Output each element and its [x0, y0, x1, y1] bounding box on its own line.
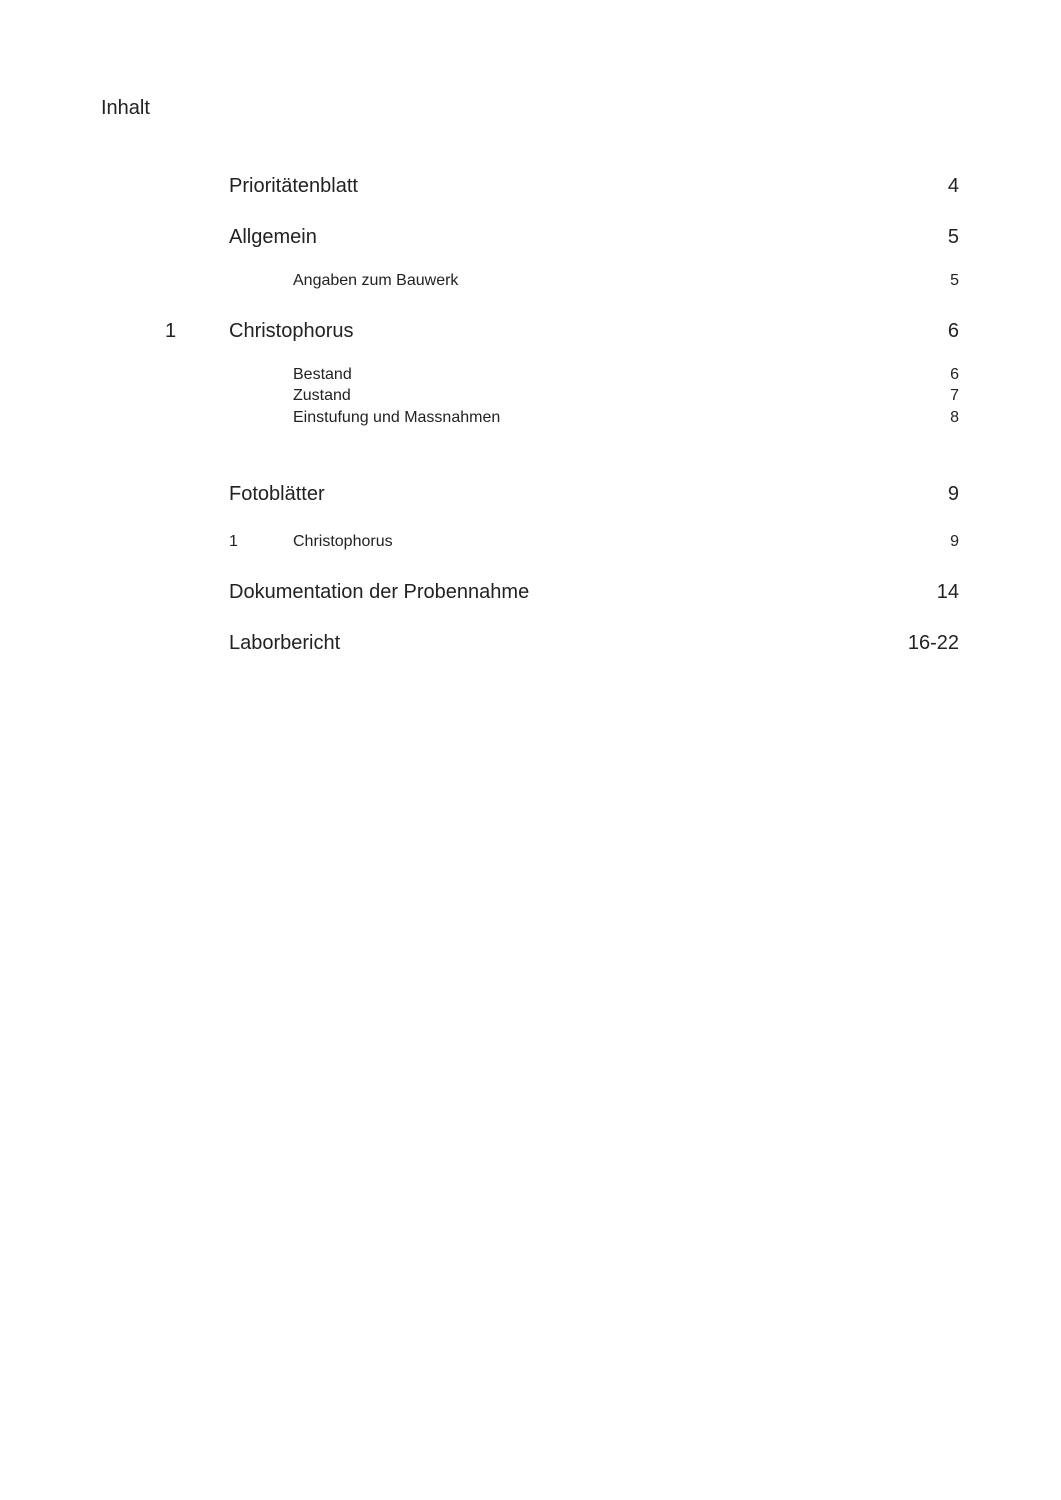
toc-entry-label: Dokumentation der Probennahme [229, 581, 530, 603]
toc-entry-page: 16-22 [907, 632, 959, 654]
toc-entry-page: 4 [947, 175, 959, 197]
toc-entry-label: Bestand [293, 366, 352, 383]
toc-entry-page: 5 [950, 272, 959, 289]
toc-entry-label: Angaben zum Bauwerk [293, 272, 459, 289]
toc-entry-label: Fotoblätter [229, 483, 325, 505]
toc-entry-label: Allgemein [229, 226, 317, 248]
toc-entry-label: Christophorus [229, 320, 354, 342]
toc-entry-label: Zustand [293, 387, 351, 404]
toc-entry-page: 9 [950, 533, 959, 550]
toc-entry-page: 6 [950, 366, 959, 383]
toc-entry-label: Einstufung und Massnahmen [293, 409, 501, 426]
page-title: Inhalt [101, 97, 150, 119]
toc-entry-label: Prioritätenblatt [229, 175, 358, 197]
toc-entry-page: 8 [950, 409, 959, 426]
toc-entry-page: 6 [947, 320, 959, 342]
toc-entry-number: 1 [165, 320, 177, 342]
toc-entry-number: 1 [229, 533, 238, 550]
toc-entry-page: 5 [947, 226, 959, 248]
toc-entry-label: Laborbericht [229, 632, 341, 654]
toc-entry-page: 9 [947, 483, 959, 505]
toc-entry-label: Christophorus [293, 533, 393, 550]
toc-entry-page: 14 [936, 581, 959, 603]
toc-entry-page: 7 [950, 387, 959, 404]
